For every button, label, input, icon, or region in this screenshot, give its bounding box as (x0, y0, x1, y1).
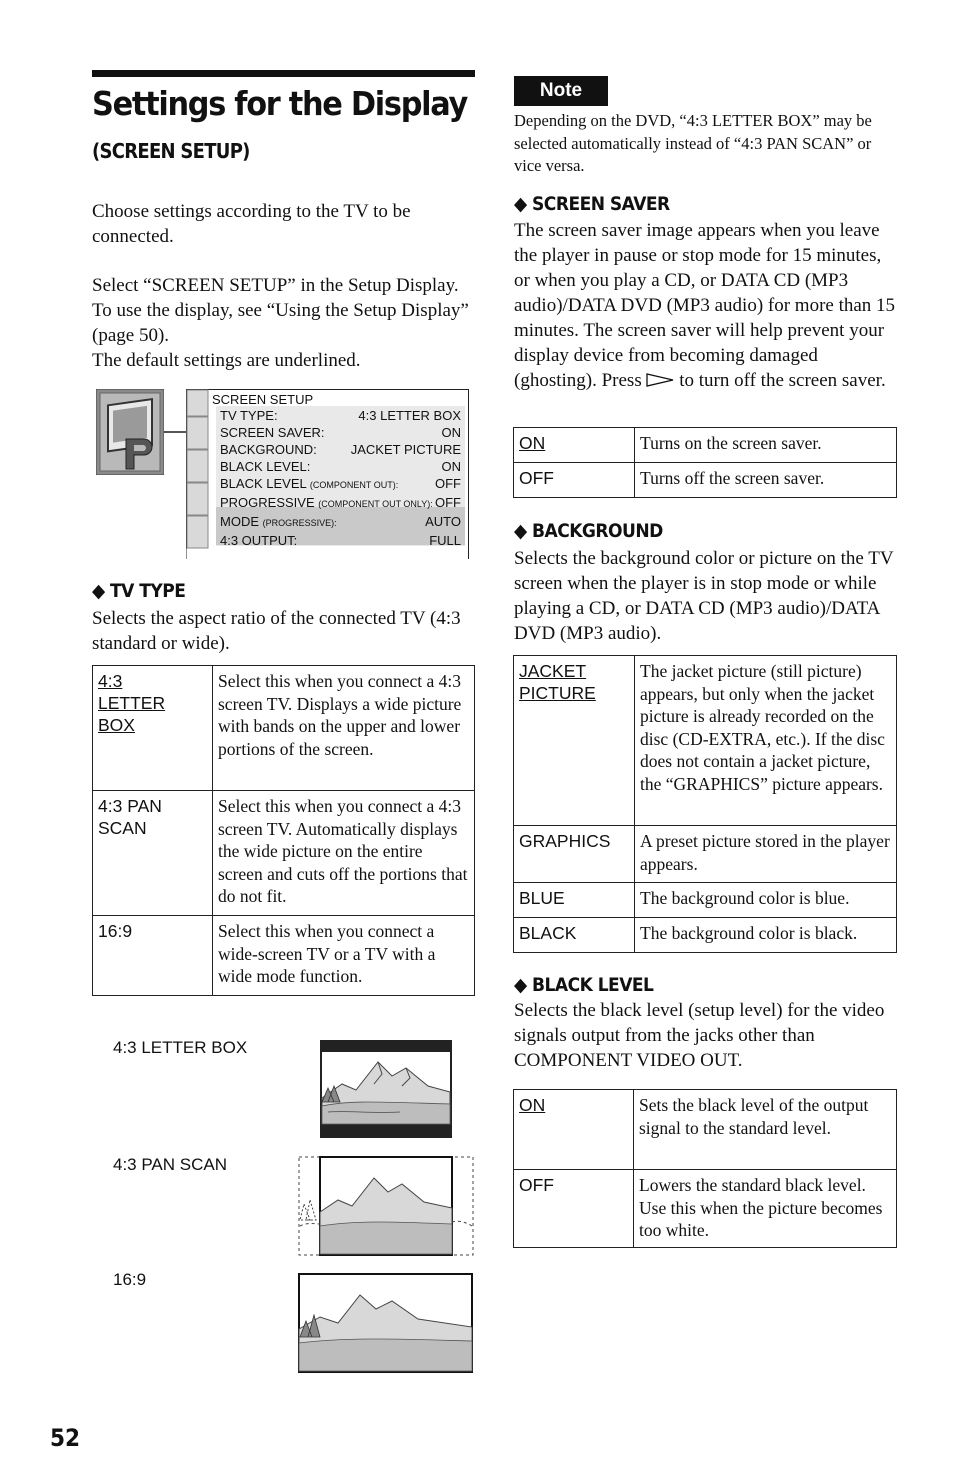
setup-display-rows (212, 407, 465, 549)
option-on: ON (519, 1095, 546, 1115)
table-row (514, 826, 897, 883)
setup-row-label-text: MODE (220, 514, 263, 529)
page-number: 52 (50, 1424, 81, 1452)
setup-row-label-text: 4:3 OUTPUT: (220, 533, 298, 548)
intro-paragraph: Choose settings according to the TV to be connected. (92, 201, 411, 247)
option-jacket-picture: JACKET PICTURE (519, 661, 596, 703)
setup-row-qualifier: (COMPONENT OUT): (309, 480, 399, 490)
setup-row (212, 513, 465, 532)
setup-row (212, 407, 465, 424)
setup-row-label-text: BLACK LEVEL: (220, 459, 311, 474)
table-row (514, 656, 897, 826)
note-badge: Note (514, 76, 608, 106)
table-key: GRAPHICS (514, 826, 635, 883)
setup-row (212, 424, 465, 441)
setup-row (212, 458, 465, 475)
table-value: The background color is blue. (635, 883, 897, 918)
table-value: The background color is black. (635, 918, 897, 953)
setup-row (212, 475, 465, 494)
setup-row-label (220, 532, 297, 549)
background-heading-text: BACKGROUND (532, 520, 663, 542)
table-key (514, 428, 635, 463)
table-value: Turns off the screen saver. (635, 463, 897, 498)
option-panscan: 4:3 PAN SCAN (98, 796, 162, 838)
table-value: Select this when you connect a wide-screen TV or a TV with a wide mode function. (213, 916, 475, 996)
table-row (93, 916, 475, 996)
setup-row-label (220, 441, 317, 458)
setup-row-value: OFF (435, 495, 461, 510)
screen-saver-desc-end: to turn off the screen saver. (679, 370, 886, 391)
table-value: Select this when you connect a 4:3 screen TV. Automatically displays the wide picture on the entire screen and cuts off the portions that do not fit. (213, 791, 475, 916)
table-key (93, 666, 213, 791)
screen-saver-desc-text: The screen saver image appears when you leave the player in pause or stop mode for 15 minutes, or when you play a CD, or DATA CD (MP3 audio)/DATA DVD (MP3 audio) for more than 15 minutes. The screen saver will help prevent your display device from becoming damaged (ghosting). Press (514, 220, 896, 391)
setup-row (212, 441, 465, 458)
black-level-description: Selects the black level (setup level) for the video signals output from the jacks other than COMPONENT VIDEO OUT. (514, 1000, 885, 1071)
setup-row-label (220, 475, 398, 494)
screen-saver-table (513, 427, 897, 498)
setup-row-label (220, 424, 325, 441)
play-icon (646, 369, 674, 394)
table-row (514, 918, 897, 953)
setup-row-value: FULL (429, 533, 461, 548)
table-value: Sets the black level of the output signal to the standard level. (634, 1090, 897, 1170)
table-row (93, 791, 475, 916)
table-key: OFF (514, 1170, 634, 1248)
screen-setup-icon (96, 389, 164, 475)
letterbox-label: 4:3 LETTER BOX (113, 1038, 248, 1057)
setup-row-qualifier: (COMPONENT OUT ONLY): (318, 499, 433, 509)
table-key (514, 656, 635, 826)
note-text: Depending on the DVD, “4:3 LETTER BOX” may be selected automatically instead of “4:3 PAN SCAN” or vice versa. (514, 111, 872, 175)
option-letterbox: 4:3 LETTER BOX (98, 671, 166, 735)
table-row (514, 428, 897, 463)
screen-saver-description (514, 218, 898, 394)
setup-row (212, 494, 465, 513)
table-key (514, 1090, 634, 1170)
table-row (514, 883, 897, 918)
tv-type-heading: ◆ TV TYPE (92, 580, 186, 602)
table-key (93, 791, 213, 916)
setup-row-label-text: TV TYPE: (220, 408, 278, 423)
table-key: 16:9 (93, 916, 213, 996)
screen-saver-heading: ◆ SCREEN SAVER (514, 193, 670, 215)
setup-row-value: JACKET PICTURE (350, 442, 461, 457)
intro-instructions: Select “SCREEN SETUP” in the Setup Display. To use the display, see “Using the Setup Display” (page 50). (92, 275, 469, 346)
setup-row-label (220, 458, 310, 475)
tv-type-heading-text: TV TYPE (110, 580, 186, 602)
tv-type-table (92, 665, 475, 996)
tv-type-description: Selects the aspect ratio of the connected TV (4:3 standard or wide). (92, 608, 461, 654)
setup-row-label-text: SCREEN SAVER: (220, 425, 325, 440)
default-note: The default settings are underlined. (92, 350, 361, 371)
setup-display-header: SCREEN SETUP (212, 392, 314, 407)
table-value: Lowers the standard black level. Use this when the picture becomes too white. (634, 1170, 897, 1248)
title-rule (92, 70, 475, 77)
black-level-heading: ◆ BLACK LEVEL (514, 974, 654, 996)
setup-row-value: AUTO (425, 514, 461, 529)
table-key: OFF (514, 463, 635, 498)
table-row (514, 463, 897, 498)
table-value: A preset picture stored in the player appears. (635, 826, 897, 883)
table-value: Select this when you connect a 4:3 screen TV. Displays a wide picture with bands on the upper and lower portions of the screen. (213, 666, 475, 791)
setup-row-label (220, 407, 278, 424)
table-row (514, 1170, 897, 1248)
page-title: Settings for the Display (92, 84, 468, 123)
option-on: ON (519, 433, 546, 453)
background-heading: ◆ BACKGROUND (514, 520, 663, 542)
setup-row-label-text: PROGRESSIVE (220, 495, 319, 510)
setup-display (186, 389, 469, 559)
wide-label: 16:9 (113, 1270, 147, 1289)
setup-row (212, 532, 465, 549)
setup-row-qualifier: (PROGRESSIVE): (262, 518, 337, 528)
table-row (93, 666, 475, 791)
setup-row-value: 4:3 LETTER BOX (358, 408, 461, 423)
table-value: The jacket picture (still picture) appears, but only when the jacket picture is already recorded on the disc (CD-EXTRA, etc.). If the disc does not contain a jacket picture, the “GRAPHICS” picture appears. (635, 656, 897, 826)
table-key: BLUE (514, 883, 635, 918)
setup-row-label-text: BACKGROUND: (220, 442, 317, 457)
setup-row-label-text: BLACK LEVEL (220, 476, 310, 491)
panscan-illustration (298, 1156, 474, 1261)
table-value: Turns on the screen saver. (635, 428, 897, 463)
background-description: Selects the background color or picture on the TV screen when the player is in stop mode or while playing a CD, or DATA CD (MP3 audio)/DATA DVD (MP3 audio). (514, 548, 894, 644)
setup-row-value: ON (441, 425, 461, 440)
panscan-label: 4:3 PAN SCAN (113, 1155, 228, 1174)
setup-row-label (220, 513, 337, 532)
page-subtitle: (SCREEN SETUP) (92, 139, 250, 163)
background-table (513, 655, 897, 953)
black-level-table (513, 1089, 897, 1248)
setup-row-value: OFF (435, 476, 461, 491)
table-key: BLACK (514, 918, 635, 953)
setup-row-label (220, 494, 433, 513)
wide-illustration (298, 1273, 473, 1378)
letterbox-illustration (320, 1040, 452, 1143)
table-row (514, 1090, 897, 1170)
black-level-heading-text: BLACK LEVEL (532, 974, 654, 996)
setup-row-value: ON (441, 459, 461, 474)
screen-saver-heading-text: SCREEN SAVER (532, 193, 670, 215)
